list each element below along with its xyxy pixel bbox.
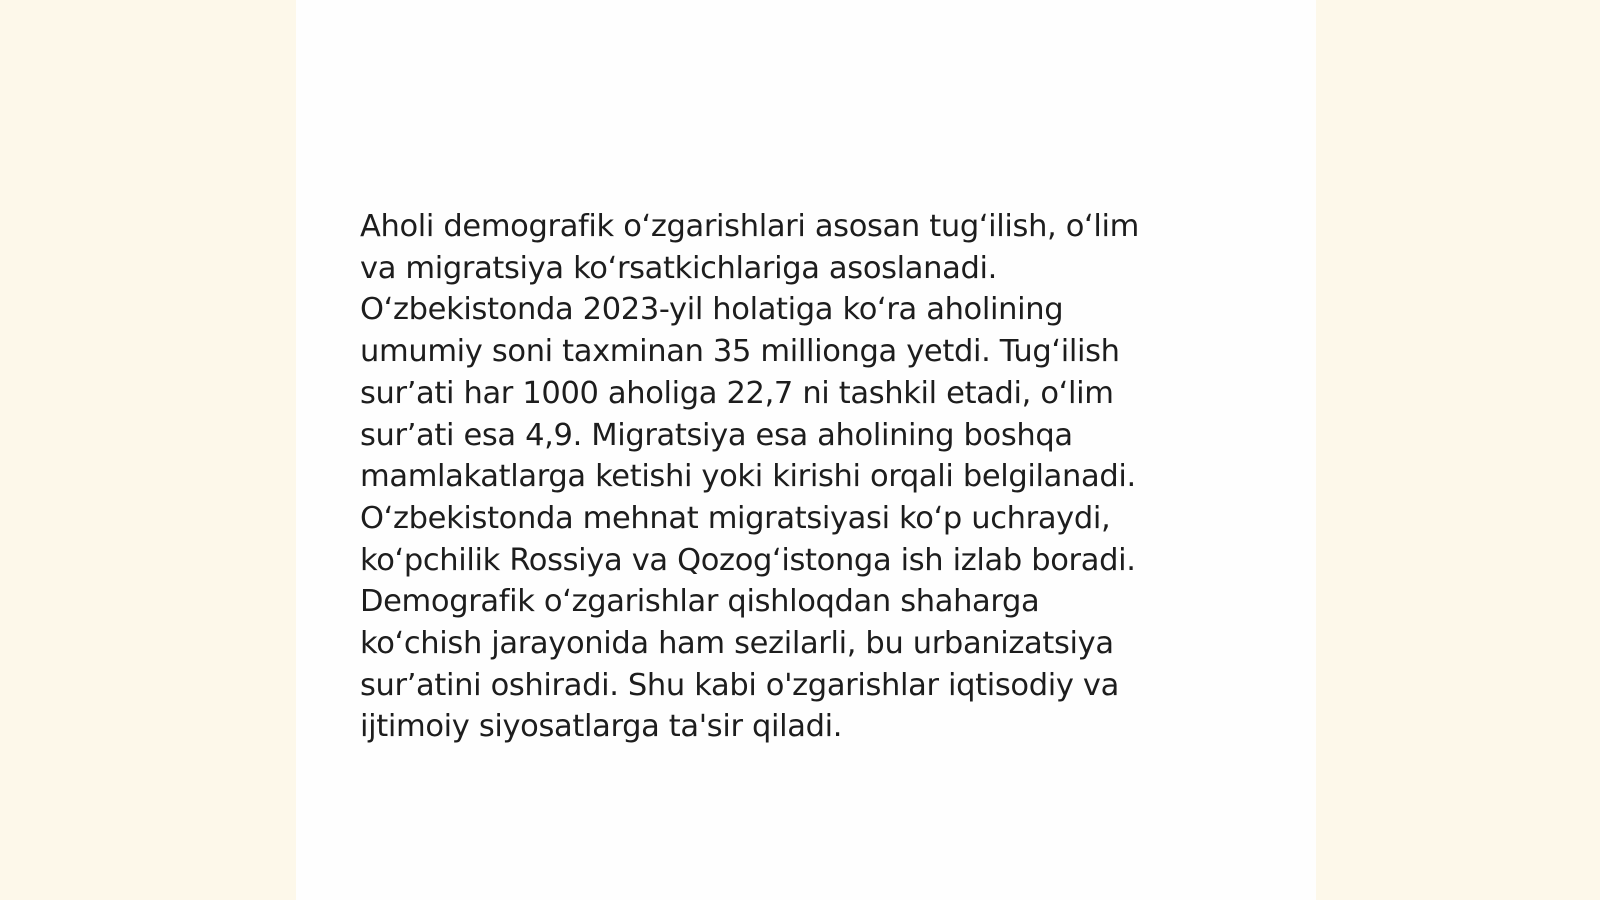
document-page — [296, 0, 1316, 900]
paragraph-line-2: va migratsiya koʻrsatkichlariga asoslanadi. — [360, 250, 997, 286]
paragraph-line-3: Oʻzbekistonda 2023-yil holatiga koʻra aholining — [360, 292, 1064, 328]
paragraph-line-7: mamlakatlarga ketishi yoki kirishi orqali belgilanadi. — [360, 459, 1136, 495]
paragraph-line-9: koʻpchilik Rossiya va Qozogʻistonga ish izlab boradi. — [360, 542, 1136, 578]
paragraph-line-5: surʼati har 1000 aholiga 22,7 ni tashkil etadi, oʻlim — [360, 375, 1114, 411]
paragraph-line-6: surʼati esa 4,9. Migratsiya esa aholining boshqa — [360, 417, 1073, 453]
paragraph-line-1: Aholi demografik oʻzgarishlari asosan tugʻilish, oʻlim — [360, 209, 1140, 244]
paragraph-line-12: surʼatini oshiradi. Shu kabi o'zgarishlar iqtisodiy va — [360, 667, 1119, 703]
paragraph-line-10: Demografik oʻzgarishlar qishloqdan shaharga — [360, 584, 1040, 620]
paragraph-line-4: umumiy soni taxminan 35 millionga yetdi. Tugʻilish — [360, 334, 1120, 370]
paragraph-line-8: Oʻzbekistonda mehnat migratsiyasi koʻp uchraydi, — [360, 500, 1111, 536]
paragraph-line-11: koʻchish jarayonida ham sezilarli, bu urbanizatsiya — [360, 626, 1114, 662]
paragraph-line-13: ijtimoiy siyosatlarga ta'sir qiladi. — [360, 709, 843, 745]
body-paragraph — [360, 206, 1240, 748]
